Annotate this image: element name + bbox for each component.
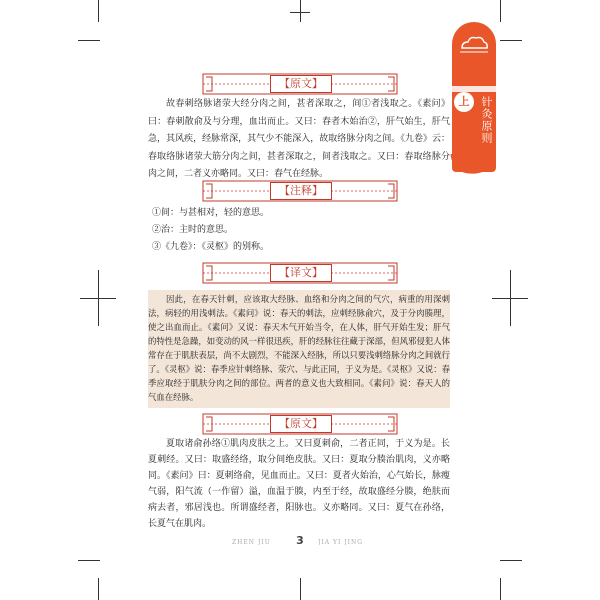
chapter-tab-band <box>452 86 496 92</box>
note-item: ①间：与甚相对，轻的意思。 <box>152 208 270 218</box>
section-heading-yuanwen <box>202 73 398 95</box>
paragraph-yuanwen-1: 故春刺络脉诸荥大经分肉之间，甚者深取之，间①者浅取之。《素问》曰：春刺散俞及与分理，血出而止。又曰：春者木始治②，肝气始生，肝气急，其风疾，经脉常深，其气少不能深入，故取络脉分肉之间。《九卷》云：春取络脉诸荥大筋分肉之间，甚者深取之，间者浅取之。又曰：春取络脉分肉之间，二者义亦略同。又曰：春气在经脉。 <box>148 99 450 179</box>
tab-swoosh-icon <box>446 150 496 180</box>
crop-mark <box>300 578 301 600</box>
footer-ornament-left: ZHEN JIU <box>232 539 271 545</box>
crop-mark <box>500 560 522 561</box>
footer-ornament-right: JIA YI JING <box>318 539 364 545</box>
crop-mark <box>78 560 100 561</box>
paragraph-yuanwen-2: 夏取诸俞孙络①肌肉皮肤之上。又曰夏刺俞，二者正同，于义为是。长夏刺经。又曰：取盛经络，取分间绝皮肤。又曰：夏取分腠治肌肉，义亦略同。《素问》曰：夏刺络俞，见血而止。又曰：夏者火始治，心气始长，脉瘦气弱，阳气流（一作留）溢，血温于腠，内至于经，故取盛经分腠，绝肤而病去者，邪居浅也。所谓盛经者，阳脉也。义亦略同。又曰：夏气在孙络，长夏气在肌肉。 <box>148 439 450 529</box>
chapter-badge: 上篇 <box>454 92 474 112</box>
heading-label: 【注释】 <box>270 182 332 200</box>
note-item: ②治：主时的意思。 <box>152 225 234 235</box>
heading-label: 【原文】 <box>270 415 332 433</box>
crop-mark <box>80 298 116 299</box>
crop-mark <box>98 578 99 600</box>
crop-mark <box>290 12 310 13</box>
section-heading-yiwen <box>202 262 398 284</box>
heading-label: 【原文】 <box>270 75 332 93</box>
section-heading-zhushi <box>202 180 398 202</box>
page-number: 3 <box>296 534 304 547</box>
crop-mark <box>98 0 99 22</box>
note-item: ③《九卷》：《灵枢》的别称。 <box>152 242 270 252</box>
crop-mark <box>78 40 100 41</box>
paragraph-yiwen: 因此，在春天针刺，应该取大经脉、血络和分肉之间的气穴，病重的用深刺法，病轻的用浅刺法。《素问》说：春天的刺法，应刺经脉俞穴，及于分肉腠理，使之出血而止。《素问》又说：春天木气开始当令，在人体，肝气开始生发；肝气的特性是急躁，如变动的风一样很迅疾，肝的经脉往往藏于深部，但风邪侵犯人体常存在于肌肤表层，尚不太剧烈，不能深入经脉，所以只要浅刺络脉分肉之间就行了。《灵枢》说：春季应针刺络脉、荥穴、与此正同，于义为是。《灵枢》又说：春季应取经于肌肤分肉之间的部位。两者的意义也大致相同。《素问》说：春天人的气血在经脉。 <box>148 294 450 402</box>
crop-mark <box>500 578 501 600</box>
crop-mark <box>500 40 522 41</box>
cloud-ornament-icon <box>458 32 490 56</box>
crop-mark <box>492 298 528 299</box>
chapter-title: 针灸原则 <box>480 96 493 144</box>
crop-mark <box>500 0 501 22</box>
section-heading-yuanwen-2 <box>202 413 398 435</box>
crop-mark <box>300 0 301 22</box>
page-footer <box>232 536 368 548</box>
heading-label: 【译文】 <box>270 264 332 282</box>
